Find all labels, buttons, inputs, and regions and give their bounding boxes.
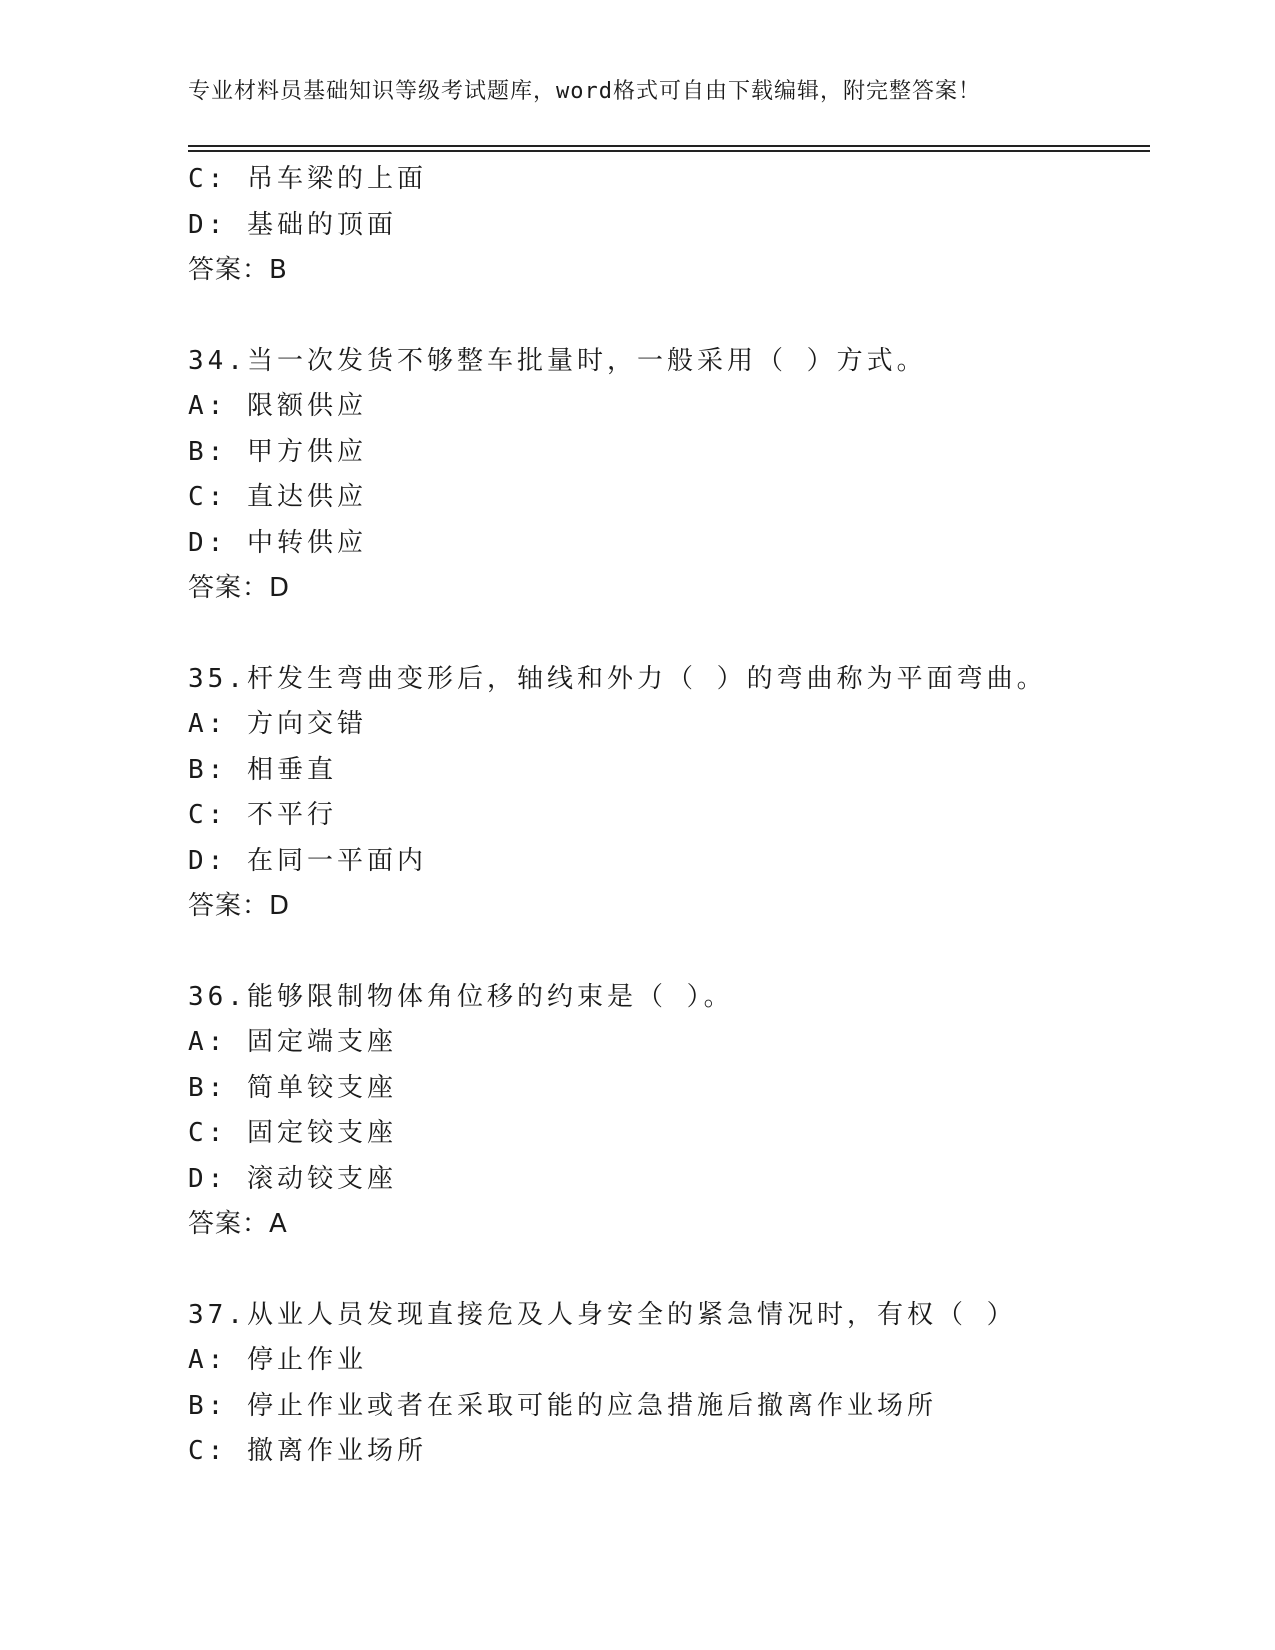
answer: 答案：D bbox=[188, 891, 291, 921]
option-label: D: bbox=[188, 209, 228, 240]
option-b bbox=[188, 430, 1150, 476]
header-rule-top bbox=[188, 145, 1150, 147]
option-text: 甲方供应 bbox=[246, 436, 367, 467]
question-34 bbox=[188, 339, 1150, 612]
option-text: 中转供应 bbox=[246, 527, 367, 558]
option-a bbox=[188, 1338, 1150, 1384]
question-stem: 37.从业人员发现直接危及人身安全的紧急情况时，有权（ ） bbox=[188, 1299, 1017, 1330]
option-label: C: bbox=[188, 482, 228, 512]
answer: 答案：A bbox=[188, 1209, 288, 1239]
option-text: 相垂直 bbox=[246, 754, 337, 785]
option-d bbox=[188, 521, 1150, 567]
option-c bbox=[188, 157, 1150, 203]
option-label: C: bbox=[188, 1118, 228, 1148]
option-label: B: bbox=[188, 1072, 228, 1103]
answer: 答案：D bbox=[188, 573, 291, 603]
option-d bbox=[188, 839, 1150, 885]
option-c bbox=[188, 1429, 1150, 1475]
option-d bbox=[188, 203, 1150, 249]
option-label: C: bbox=[188, 164, 228, 194]
option-text: 固定铰支座 bbox=[246, 1118, 397, 1148]
option-text: 在同一平面内 bbox=[246, 845, 427, 876]
option-text: 停止作业或者在采取可能的应急措施后撤离作业场所 bbox=[246, 1390, 937, 1421]
option-text: 吊车梁的上面 bbox=[246, 164, 427, 194]
option-label: B: bbox=[188, 754, 228, 785]
option-c bbox=[188, 1111, 1150, 1157]
option-text: 滚动铰支座 bbox=[246, 1163, 397, 1194]
question-stem: 34.当一次发货不够整车批量时，一般采用（ ）方式。 bbox=[188, 345, 927, 376]
option-label: D: bbox=[188, 1163, 228, 1194]
option-label: B: bbox=[188, 436, 228, 467]
option-label: A: bbox=[188, 1345, 228, 1375]
question-35 bbox=[188, 657, 1150, 930]
question-stem: 35.杆发生弯曲变形后，轴线和外力（ ）的弯曲称为平面弯曲。 bbox=[188, 663, 1047, 694]
option-text: 基础的顶面 bbox=[246, 209, 397, 240]
option-text: 直达供应 bbox=[246, 482, 367, 512]
option-label: B: bbox=[188, 1390, 228, 1421]
option-text: 方向交错 bbox=[246, 709, 367, 739]
option-label: C: bbox=[188, 1436, 228, 1466]
option-a bbox=[188, 384, 1150, 430]
partial-question bbox=[188, 157, 1150, 294]
option-label: D: bbox=[188, 527, 228, 558]
option-d bbox=[188, 1157, 1150, 1203]
option-text: 不平行 bbox=[246, 800, 337, 830]
option-label: D: bbox=[188, 845, 228, 876]
page-header: 专业材料员基础知识等级考试题库，word格式可自由下载编辑，附完整答案！ bbox=[188, 79, 981, 104]
option-c bbox=[188, 475, 1150, 521]
option-c bbox=[188, 793, 1150, 839]
question-stem: 36.能够限制物体角位移的约束是（ ）。 bbox=[188, 981, 734, 1012]
option-b bbox=[188, 1066, 1150, 1112]
option-b bbox=[188, 748, 1150, 794]
option-label: A: bbox=[188, 1027, 228, 1057]
option-text: 固定端支座 bbox=[246, 1027, 397, 1057]
option-text: 停止作业 bbox=[246, 1345, 367, 1375]
header-rule-bottom bbox=[188, 150, 1150, 152]
question-37 bbox=[188, 1293, 1150, 1475]
option-text: 撤离作业场所 bbox=[246, 1436, 427, 1466]
question-36 bbox=[188, 975, 1150, 1248]
option-label: C: bbox=[188, 800, 228, 830]
option-label: A: bbox=[188, 391, 228, 421]
question-list bbox=[188, 157, 1150, 1475]
answer: 答案：B bbox=[188, 255, 288, 285]
option-a bbox=[188, 1020, 1150, 1066]
option-label: A: bbox=[188, 709, 228, 739]
option-text: 简单铰支座 bbox=[246, 1072, 397, 1103]
option-a bbox=[188, 702, 1150, 748]
option-b bbox=[188, 1384, 1150, 1430]
option-text: 限额供应 bbox=[246, 391, 367, 421]
